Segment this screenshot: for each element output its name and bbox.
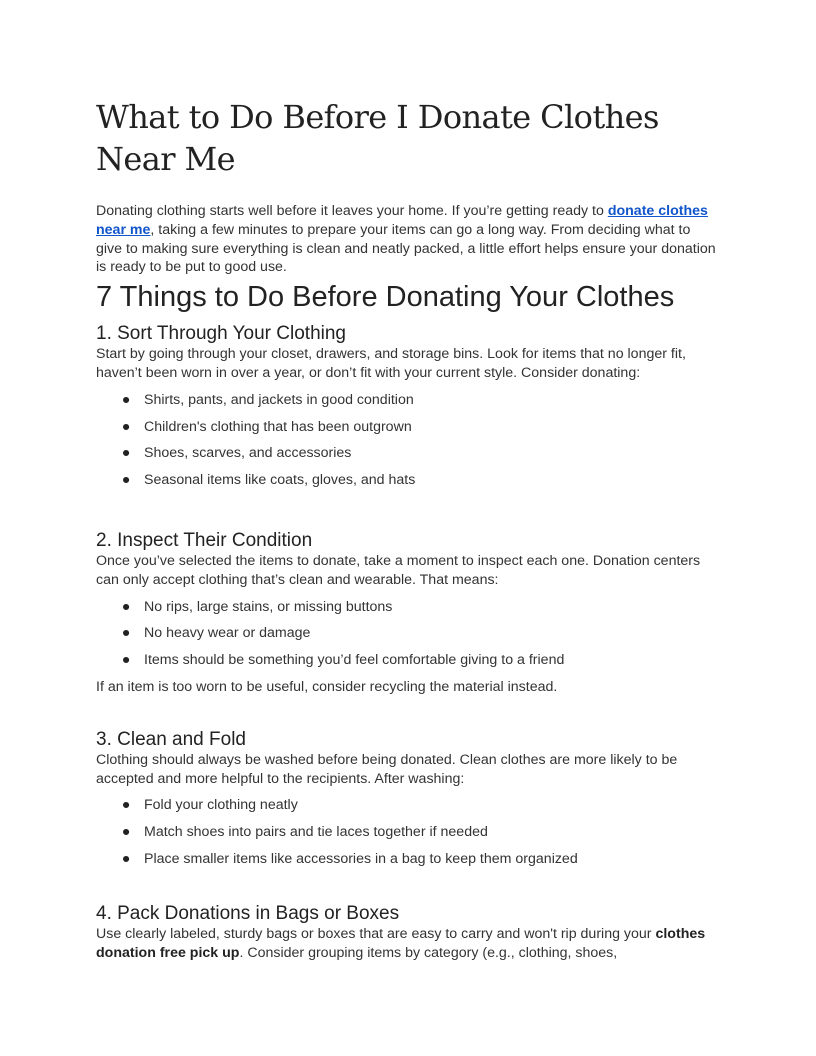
intro-paragraph [96,202,720,277]
intro-text-end: , taking a few minutes to prepare your items can go a long way. From deciding what to give to making sure everything is clean and neatly packed, a little effort helps ensure your donation is ready to be put to good use. [96,221,716,276]
bullet-icon: ● [121,625,131,642]
spacer [96,877,720,903]
list-item: ● Fold your clothing neatly [121,797,298,814]
list-item: ● Shirts, pants, and jackets in good condition [121,391,414,408]
bullet-list [96,796,720,868]
bullet-icon: ● [121,598,131,615]
bullet-icon: ● [121,797,131,814]
list-item: ● Match shoes into pairs and tie laces together if needed [121,824,488,841]
list-item: ● Place smaller items like accessories in a bag to keep them organized [121,850,578,867]
bullet-icon: ● [121,445,131,462]
main-heading: 7 Things to Do Before Donating Your Clothes [96,281,675,314]
section-pack [96,903,720,963]
section-heading: 3. Clean and Fold [96,728,246,750]
bullet-icon: ● [121,824,131,841]
bullet-icon: ● [121,850,131,867]
section-note: If an item is too worn to be useful, consider recycling the material instead. [96,678,558,695]
donate-clothes-link[interactable]: donate clothes near me [96,203,708,238]
intro-text-start: Donating clothing starts well before it leaves your home. If you’re getting ready to [96,203,608,219]
section-text: Once you’ve selected the items to donate, take a moment to inspect each one. Donation centers can only accept clothing that’s clean and wearable. That means: [96,552,701,588]
list-item: ● Items should be something you’d feel comfortable giving to a friend [121,652,565,669]
list-item: ● Shoes, scarves, and accessories [121,445,352,462]
list-item: ● No rips, large stains, or missing buttons [121,598,393,615]
section-heading: 4. Pack Donations in Bags or Boxes [96,902,400,924]
bullet-icon: ● [121,391,131,408]
spacer [96,697,720,729]
section-heading: 1. Sort Through Your Clothing [96,323,346,345]
section-text: Start by going through your closet, drawers, and storage bins. Look for items that no longer fit, haven’t been worn in over a year, or don’t fit with your current style. Consider donating: [96,346,686,381]
list-item: ● Seasonal items like coats, gloves, and hats [121,472,416,489]
section-sort [96,323,720,490]
list-item: ● No heavy wear or damage [121,625,311,642]
pickup-bold-text: clothes donation free pick up [96,925,706,961]
bullet-list [96,391,720,490]
spacer [96,498,720,530]
bullet-list [96,598,720,670]
bullet-icon: ● [121,472,131,489]
document-content [96,96,720,962]
bullet-icon: ● [121,418,131,435]
list-item: ● Children's clothing that has been outgrown [121,418,412,435]
section-inspect [96,530,720,697]
section-clean [96,729,720,869]
section-text: Use clearly labeled, sturdy bags or boxes that are easy to carry and won't rip during your clothes donation free pick up. Consider grouping items by category (e.g., clothing, shoes, [96,925,706,961]
bullet-icon: ● [121,652,131,669]
page-title: What to Do Before I Donate Clothes Near Me [96,98,659,178]
section-heading: 2. Inspect Their Condition [96,529,313,551]
section-text: Clothing should always be washed before being donated. Clean clothes are more likely to be accepted and more helpful to the recipients. After washing: [96,751,678,787]
